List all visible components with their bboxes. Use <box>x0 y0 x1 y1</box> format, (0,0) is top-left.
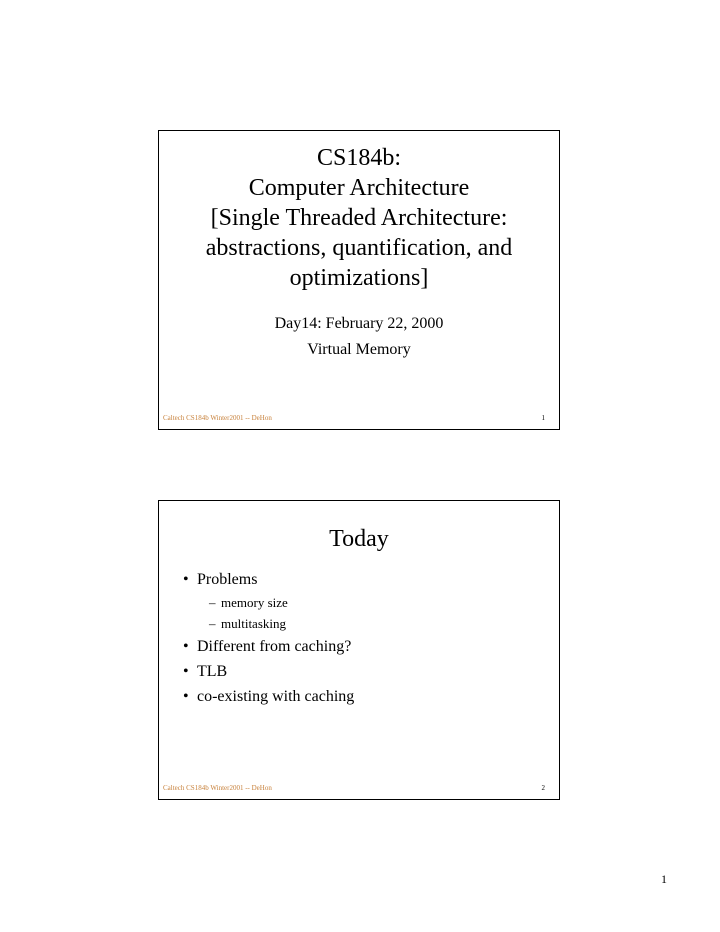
bullet-item: • Different from caching? <box>169 634 354 659</box>
slide-2-title: Today <box>329 526 389 552</box>
lecture-date: Day14: February 22, 2000 <box>274 315 444 332</box>
title-line: abstractions, quantification, and <box>205 235 513 261</box>
title-line: [Single Threaded Architecture: <box>210 205 508 231</box>
bullet-item: • TLB <box>169 659 354 684</box>
slide-footer: Caltech CS184b Winter2001 -- DeHon <box>163 784 272 792</box>
title-line: CS184b: <box>316 145 402 171</box>
slide-number: 2 <box>541 784 545 792</box>
slide-number: 1 <box>541 414 545 422</box>
bullet-item: • co-existing with caching <box>169 684 354 709</box>
slide-2-bullet-list <box>169 567 354 709</box>
title-line: optimizations] <box>289 265 429 291</box>
sub-bullet-item: – memory size <box>169 592 354 613</box>
bullet-item: • Problems <box>169 567 354 592</box>
page-number: 1 <box>661 872 667 886</box>
title-line: Computer Architecture <box>248 175 470 201</box>
slide-1 <box>158 130 560 430</box>
slide-2 <box>158 500 560 800</box>
slide-footer: Caltech CS184b Winter2001 -- DeHon <box>163 414 272 422</box>
sub-bullet-item: – multitasking <box>169 613 354 634</box>
lecture-topic: Virtual Memory <box>307 341 411 358</box>
slide-1-title <box>159 143 559 293</box>
